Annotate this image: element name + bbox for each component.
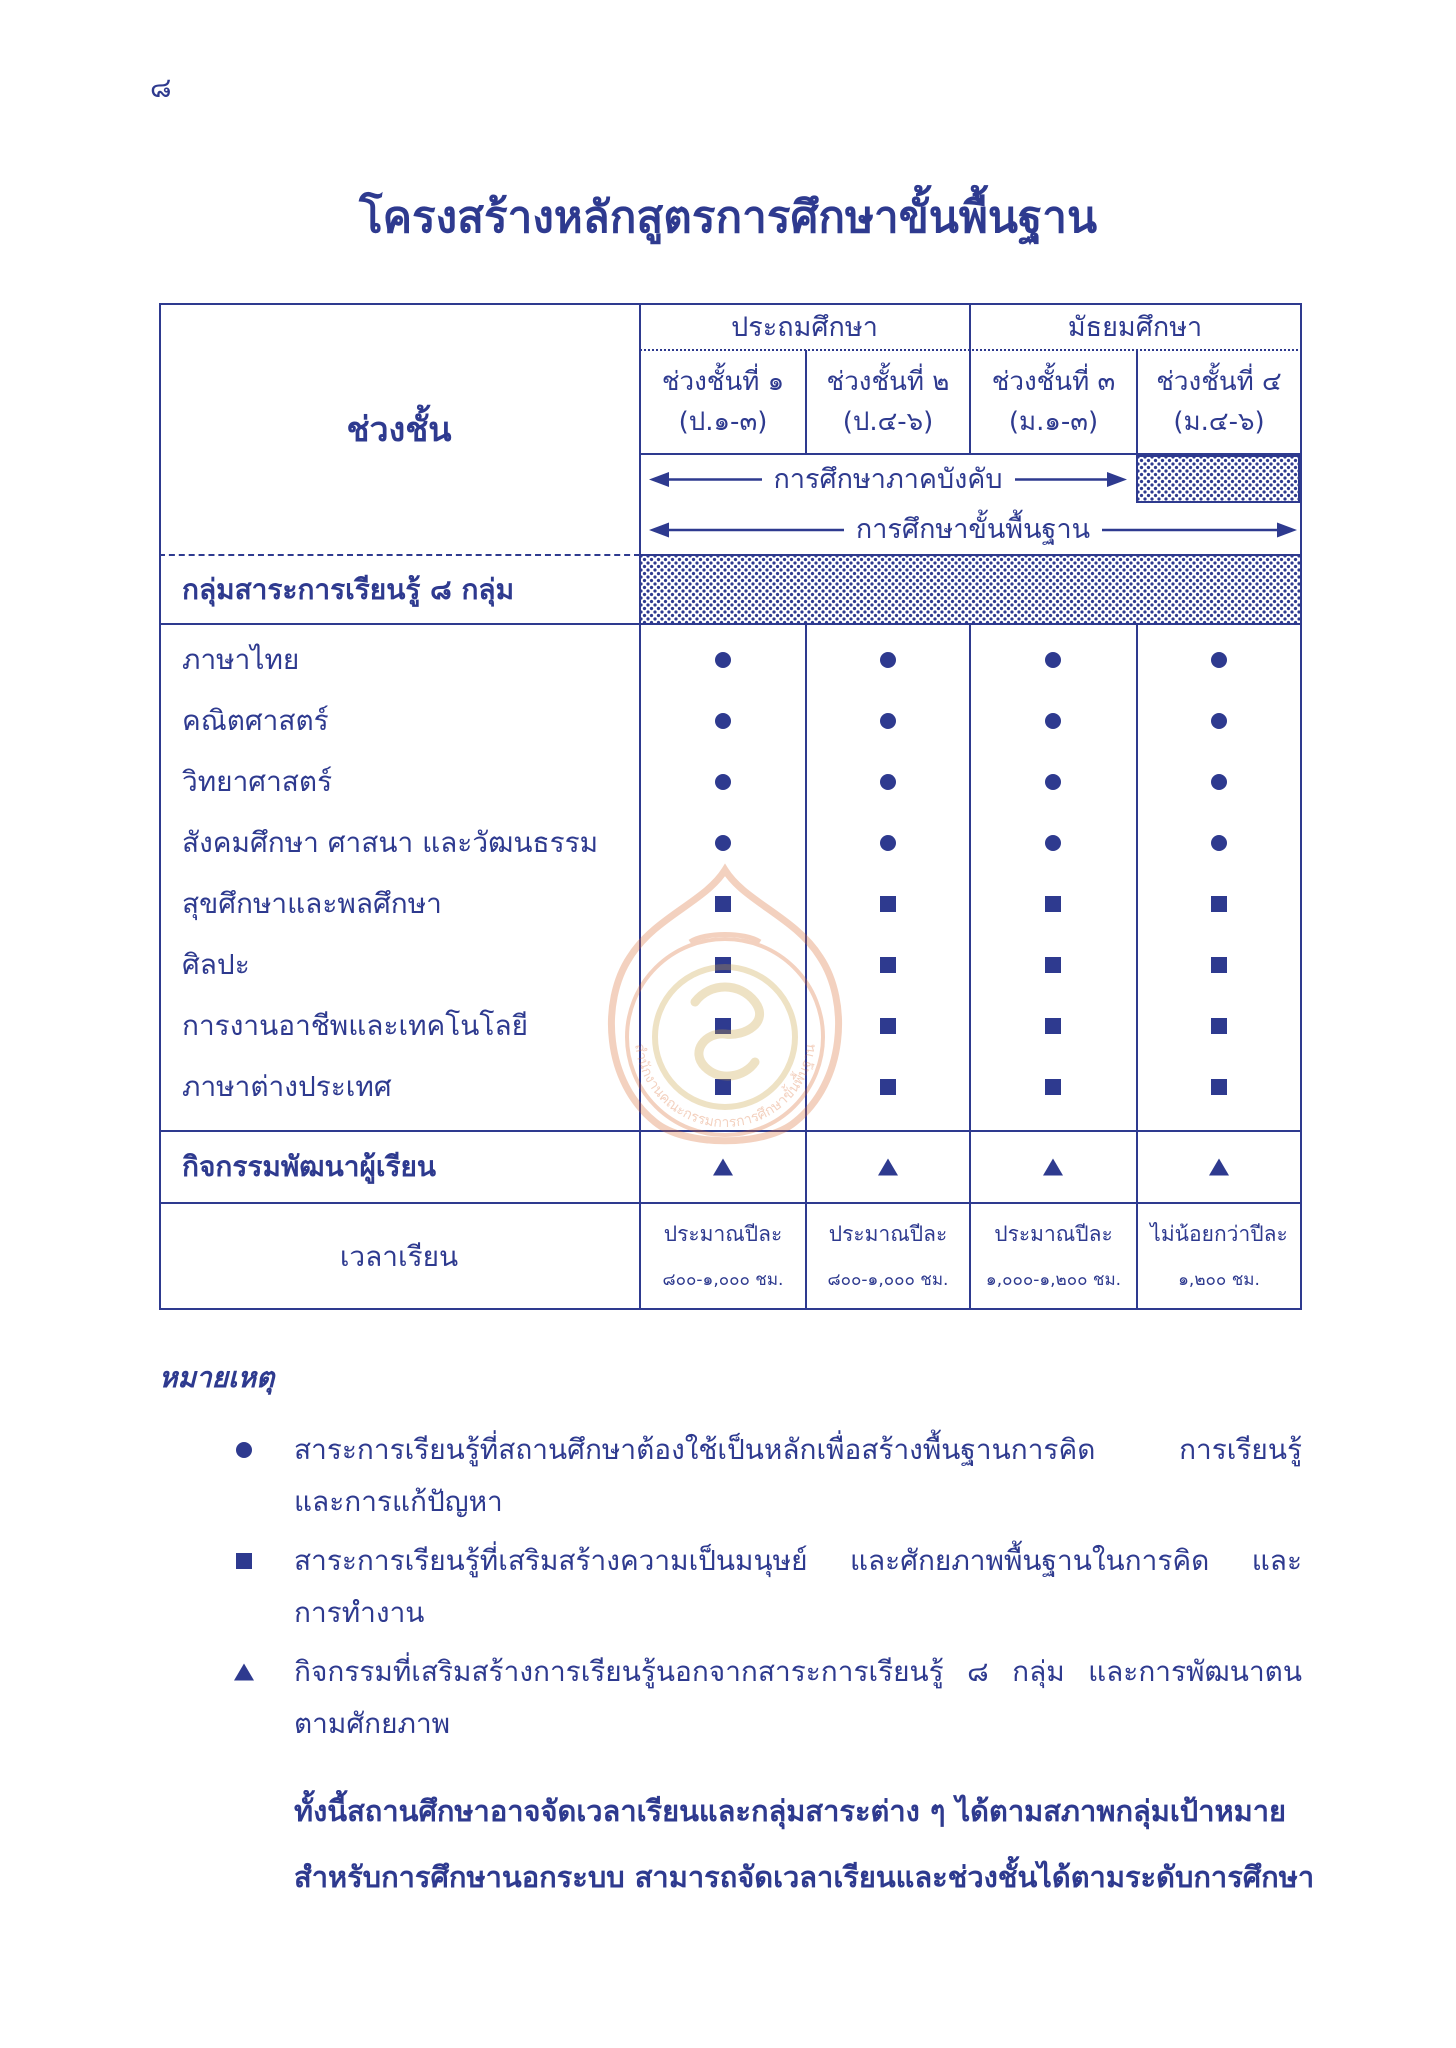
square-icon bbox=[880, 1018, 896, 1034]
study-time-cell bbox=[1138, 1203, 1300, 1308]
stage-header-1 bbox=[641, 350, 805, 454]
circle-icon bbox=[1211, 713, 1227, 729]
triangle-icon bbox=[1209, 1159, 1229, 1176]
square-icon bbox=[236, 1553, 252, 1569]
curriculum-structure-table bbox=[159, 303, 1302, 1310]
subject-label: ศิลปะ bbox=[182, 947, 250, 981]
square-icon bbox=[1045, 1018, 1061, 1034]
square-icon bbox=[880, 896, 896, 912]
subject-label: การงานอาชีพและเทคโนโลยี bbox=[182, 1008, 529, 1042]
subject-label: คณิตศาสตร์ bbox=[182, 703, 329, 737]
square-icon bbox=[715, 957, 731, 973]
seal-text: สำนักงานคณะกรรมการการศึกษาขั้นพื้นฐาน bbox=[631, 1042, 819, 1132]
note-item bbox=[220, 1424, 1302, 1528]
stage-label: ช่วงชั้นที่ ๑ bbox=[661, 367, 785, 397]
note-item bbox=[220, 1646, 1302, 1750]
remark-line: ทั้งนี้สถานศึกษาอาจจัดเวลาเรียนและกลุ่มสาระต่าง ๆ ได้ตามสภาพกลุ่มเป้าหมาย bbox=[294, 1794, 1287, 1828]
study-time-hours: ๘๐๐-๑,๐๐๐ ชม. bbox=[662, 1269, 784, 1290]
basic-education-span bbox=[647, 505, 1299, 555]
hatched-cell bbox=[641, 556, 1300, 623]
page-title: โครงสร้างหลักสูตรการศึกษาขั้นพื้นฐาน bbox=[358, 192, 1098, 243]
subject-label: สังคมศึกษา ศาสนา และวัฒนธรรม bbox=[182, 825, 599, 859]
circle-icon bbox=[236, 1442, 252, 1458]
compulsory-education-span bbox=[647, 454, 1129, 505]
subject-label: วิทยาศาสตร์ bbox=[182, 764, 333, 798]
circle-icon bbox=[1045, 713, 1061, 729]
square-icon bbox=[1211, 1018, 1227, 1034]
study-time-qualifier: ประมาณปีละ bbox=[828, 1221, 948, 1246]
square-icon bbox=[1211, 1079, 1227, 1095]
study-time-cell bbox=[971, 1203, 1136, 1308]
stage-grades: (ม.๑-๓) bbox=[1008, 407, 1099, 437]
circle-icon bbox=[1211, 652, 1227, 668]
note-line: ตามศักยภาพ bbox=[294, 1707, 451, 1740]
square-icon bbox=[715, 1079, 731, 1095]
circle-icon bbox=[715, 713, 731, 729]
note-line: สาระการเรียนรู้ที่เสริมสร้างความเป็นมนุษย์ และศักยภาพพื้นฐานในการคิด และ bbox=[294, 1544, 1302, 1577]
study-time-qualifier: ไม่น้อยกว่าปีละ bbox=[1150, 1221, 1288, 1246]
note-line: การทำงาน bbox=[294, 1596, 425, 1629]
study-time-qualifier: ประมาณปีละ bbox=[994, 1221, 1113, 1246]
square-icon bbox=[715, 1018, 731, 1034]
remark-line: สำหรับการศึกษานอกระบบ สามารถจัดเวลาเรียนและช่วงชั้นได้ตามระดับการศึกษา bbox=[294, 1860, 1315, 1894]
hatched-cell bbox=[1136, 455, 1300, 503]
square-icon bbox=[1211, 896, 1227, 912]
circle-icon bbox=[715, 774, 731, 790]
circle-icon bbox=[1211, 835, 1227, 851]
stage-label: ช่วงชั้นที่ ๓ bbox=[991, 367, 1116, 397]
subject-label: ภาษาต่างประเทศ bbox=[182, 1069, 392, 1103]
stage-header-2 bbox=[807, 350, 969, 454]
note-text bbox=[294, 1535, 1302, 1639]
stage-grades: (ม.๔-๖) bbox=[1173, 407, 1265, 437]
triangle-icon bbox=[1043, 1159, 1063, 1176]
circle-icon bbox=[880, 835, 896, 851]
note-item bbox=[220, 1535, 1302, 1639]
stage-header-4 bbox=[1138, 350, 1300, 454]
basic-education-label: การศึกษาขั้นพื้นฐาน bbox=[844, 510, 1102, 550]
circle-icon bbox=[880, 652, 896, 668]
subject-label: ภาษาไทย bbox=[182, 642, 300, 676]
stage-label: ช่วงชั้นที่ ๒ bbox=[826, 367, 950, 397]
subject-label: สุขศึกษาและพลศึกษา bbox=[182, 886, 442, 920]
page-number: ๘ bbox=[150, 71, 172, 104]
compulsory-education-label: การศึกษาภาคบังคับ bbox=[762, 460, 1015, 500]
square-icon bbox=[1045, 1079, 1061, 1095]
square-icon bbox=[1045, 896, 1061, 912]
note-line: และการแก้ปัญหา bbox=[294, 1485, 503, 1518]
study-time-hours: ๑,๒๐๐ ชม. bbox=[1178, 1269, 1260, 1290]
circle-icon bbox=[715, 835, 731, 851]
study-time-hours: ๘๐๐-๑,๐๐๐ ชม. bbox=[827, 1269, 949, 1290]
note-line: สาระการเรียนรู้ที่สถานศึกษาต้องใช้เป็นหลักเพื่อสร้างพื้นฐานการคิด การเรียนรู้ bbox=[294, 1433, 1302, 1466]
note-text bbox=[294, 1646, 1302, 1750]
study-time-qualifier: ประมาณปีละ bbox=[663, 1221, 783, 1246]
study-time-hours: ๑,๐๐๐-๑,๒๐๐ ชม. bbox=[985, 1269, 1122, 1290]
stage-column-header: ช่วงชั้น bbox=[346, 410, 452, 450]
stage-label: ช่วงชั้นที่ ๔ bbox=[1156, 367, 1282, 397]
triangle-icon bbox=[713, 1159, 733, 1176]
circle-icon bbox=[880, 774, 896, 790]
learner-activities-label: กิจกรรมพัฒนาผู้เรียน bbox=[182, 1150, 437, 1183]
note-line: กิจกรรมที่เสริมสร้างการเรียนรู้นอกจากสาระการเรียนรู้ ๘ กลุ่ม และการพัฒนาตน bbox=[294, 1655, 1302, 1688]
study-time-cell bbox=[807, 1203, 969, 1308]
level-header-secondary: มัธยมศึกษา bbox=[1067, 312, 1203, 343]
circle-icon bbox=[1045, 835, 1061, 851]
square-icon bbox=[1211, 957, 1227, 973]
stage-grades: (ป.๑-๓) bbox=[678, 407, 768, 437]
square-icon bbox=[880, 1079, 896, 1095]
note-text bbox=[294, 1424, 1302, 1528]
study-time-label: เวลาเรียน bbox=[339, 1239, 459, 1273]
stage-header-3 bbox=[971, 350, 1136, 454]
circle-icon bbox=[880, 713, 896, 729]
notes-heading: หมายเหตุ bbox=[159, 1361, 275, 1394]
triangle-icon bbox=[234, 1664, 254, 1681]
square-icon bbox=[1045, 957, 1061, 973]
study-time-cell bbox=[641, 1203, 805, 1308]
circle-icon bbox=[715, 652, 731, 668]
stage-grades: (ป.๔-๖) bbox=[842, 407, 934, 437]
circle-icon bbox=[1045, 774, 1061, 790]
square-icon bbox=[715, 896, 731, 912]
square-icon bbox=[880, 957, 896, 973]
circle-icon bbox=[1045, 652, 1061, 668]
circle-icon bbox=[1211, 774, 1227, 790]
triangle-icon bbox=[878, 1159, 898, 1176]
learning-areas-group-label: กลุ่มสาระการเรียนรู้ ๘ กลุ่ม bbox=[182, 572, 515, 606]
level-header-primary: ประถมศึกษา bbox=[731, 312, 878, 343]
